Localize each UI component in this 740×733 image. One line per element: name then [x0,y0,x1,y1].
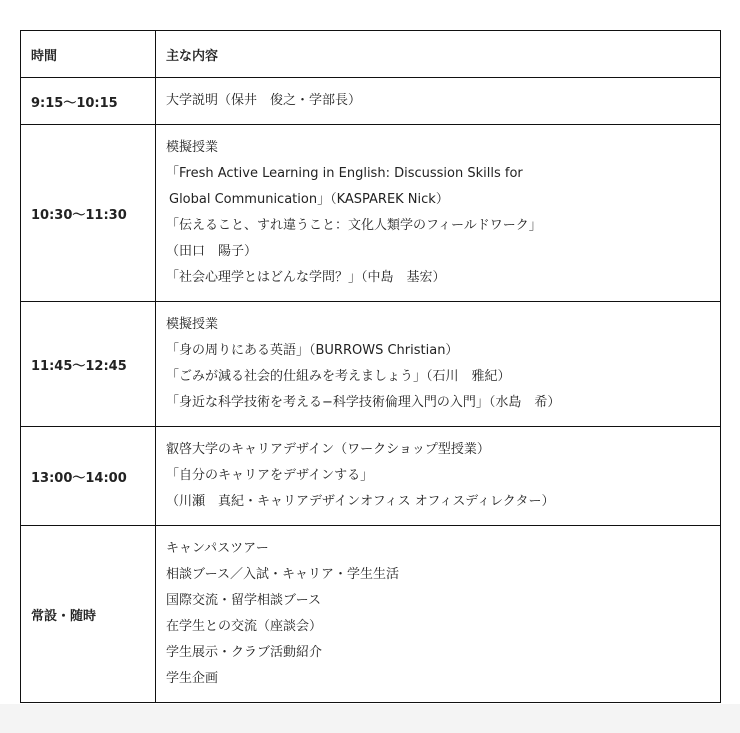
content-line: 模擬授業 [166,140,219,155]
content-line: 学生展示・クラブ活動紹介 [166,645,323,660]
content-cell [156,526,721,703]
content-line: キャンパスツアー [166,541,269,556]
content-line: 在学生との交流（座談会） [166,619,323,634]
time-cell: 13:00〜14:00 [21,427,156,526]
content-cell [156,302,721,427]
content-line: 「Fresh Active Learning in English: Discussion Skills for [166,166,523,181]
content-line: 「ごみが減る社会的仕組みを考えましょう」（石川 雅紀） [166,369,511,384]
time-cell: 9:15〜10:15 [21,78,156,125]
content-line: Global Communication」（KASPAREK Nick） [169,192,449,207]
header-content: 主な内容 [156,31,721,78]
content-line: （田口 陽子） [166,244,258,259]
content-cell [156,125,721,302]
table-row [21,302,721,427]
content-line: （川瀬 真紀・キャリアデザインオフィス オフィスディレクター） [166,494,555,509]
time-cell: 11:45〜12:45 [21,302,156,427]
time-cell: 10:30〜11:30 [21,125,156,302]
content-line: 「身近な科学技術を考える−科学技術倫理入門の入門」（水島 希） [166,395,561,410]
header-time: 時間 [21,31,156,78]
table-row [21,526,721,703]
content-cell [156,427,721,526]
content-cell [156,78,721,125]
table-row [21,125,721,302]
content-line: 大学説明（保井 俊之・学部長） [166,93,362,108]
content-line: 模擬授業 [166,317,219,332]
table-row [21,427,721,526]
content-line: 国際交流・留学相談ブース [166,593,321,608]
time-cell: 常設・随時 [21,526,156,703]
table-header-row [21,31,721,78]
content-line: 「社会心理学とはどんな学問？」（中島 基宏） [166,270,446,285]
content-line: 「身の周りにある英語」（BURROWS Christian） [166,343,459,358]
schedule-table [20,30,721,703]
content-line: 叡啓大学のキャリアデザイン（ワークショップ型授業） [166,442,490,457]
content-line: 「伝えること、すれ違うこと：文化人類学のフィールドワーク」 [166,218,542,233]
content-line: 「自分のキャリアをデザインする」 [166,468,374,483]
content-line: 学生企画 [166,671,219,686]
table-row [21,78,721,125]
content-line: 相談ブース／入試・キャリア・学生生活 [166,567,399,582]
